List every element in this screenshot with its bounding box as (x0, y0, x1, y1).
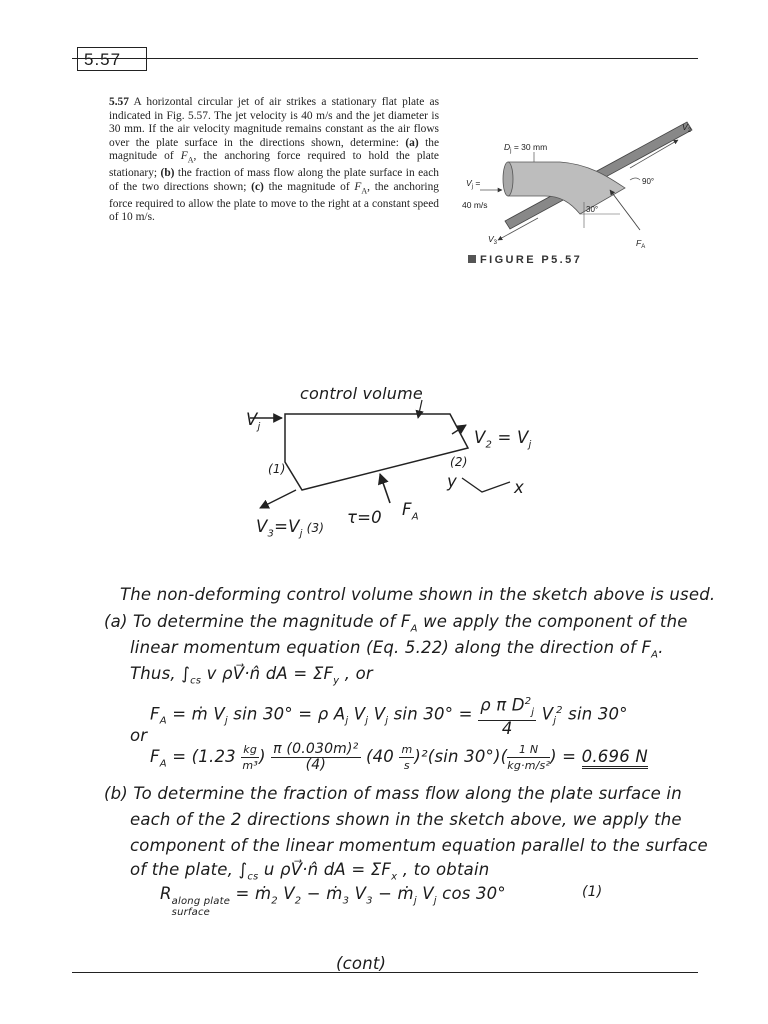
eq1-tail: V (536, 704, 554, 724)
equation-2 (150, 742, 648, 773)
problem-number: 5.57 (84, 50, 122, 69)
eq1-lhs: F (150, 704, 160, 724)
eq2-rho-end: ) (259, 747, 266, 766)
solution-line-4 (130, 664, 373, 686)
sol-l4-tail: , or (339, 664, 373, 683)
sketch-vj-sub: j (257, 421, 261, 433)
sol-l4: Thus, ∫ (130, 664, 191, 683)
sketch-v2-rhs-sub: j (528, 439, 532, 451)
eq1-mid5: sin 30° = (388, 704, 473, 724)
eq3-rhs-b: V (277, 884, 295, 903)
sol-l3: linear momentum equation (Eq. 5.22) along the direction of F (130, 638, 652, 657)
sketch-vj-v: V (246, 410, 258, 429)
sol-l4-end: v ρV⃗·n̂ dA = ΣF (201, 664, 334, 683)
eq2-v: (40 (360, 747, 400, 766)
solution-line-1: The non-deforming control volume shown in the sketch above is used. (120, 585, 716, 604)
eq1-lhs-sub: A (159, 715, 167, 727)
sketch-y-axis: y (447, 472, 457, 491)
eq3-rhs-e: 3 (342, 895, 350, 907)
sol-l2: (a) To determine the magnitude of F (104, 612, 411, 631)
sol-l3-end: . (658, 638, 664, 657)
eq3-rhs-k: j (433, 895, 437, 907)
figure-vj-value: 40 m/s (462, 200, 488, 210)
eq1-mid4-sub: j (385, 715, 389, 727)
sketch-v2-sub: 2 (485, 439, 493, 451)
eq3-rhs-g: 3 (366, 895, 373, 907)
statement-text-b: the fraction of mass flow along the plate surface in each of the two directions shown; (109, 167, 439, 193)
figure-angle-90: 90° (642, 177, 655, 186)
solution-line-9 (130, 860, 489, 882)
figure-vj-label: $V_j$ = (466, 178, 481, 190)
eq3-rhs-h: − ṁ (372, 884, 414, 903)
sketch-section-2: (2) (450, 455, 468, 469)
statement-text: A horizontal circular jet of air strikes a stationary flat plate as indicated in Fig. 5.57. The jet velocity is 40 m/s and the jet diameter is 30 mm. If the air velocity magnitude remains constant as the air flows over the plate surface in the directions shown, determine: (109, 96, 439, 149)
equation-1 (150, 694, 628, 736)
sketch-v2 (474, 428, 531, 450)
eq2-rho-den: m³ (242, 759, 258, 772)
eq3-rhs-j: V (416, 884, 434, 903)
eq2-d-den: (4) (305, 757, 327, 773)
sol-l9-tail: , to obtain (397, 860, 490, 879)
sketch-v2-rhs: = V (492, 428, 529, 447)
eq3-lhs: R (160, 884, 172, 903)
sol-l3-sub: A (651, 649, 659, 661)
solution-line-8: component of the linear momentum equation parallel to the surface (130, 836, 708, 855)
eq2-v-end: )²(sin 30°)( (414, 747, 508, 766)
sol-l4-sub: cs (190, 675, 202, 687)
control-volume-outline (285, 414, 468, 490)
statement-part-a: (a) (405, 136, 419, 149)
sol-l9-end: u ρV⃗·n̂ dA = ΣF (258, 860, 392, 879)
continued-note: (cont) (336, 954, 387, 973)
eq1-mid4: V (368, 704, 386, 724)
sketch-fa-f: F (402, 500, 412, 519)
statement-fa-2: F (354, 180, 362, 193)
figure-v2-label: $V_2$ (682, 122, 692, 134)
footer-rule (72, 972, 698, 973)
eq1-num-text: ρ π D (480, 695, 525, 715)
eq2-v-den: s (403, 759, 410, 772)
statement-text-c: the magnitude of (263, 180, 355, 193)
statement-text-c2: , the anchoring force required to allow the plate to move to the right at a constant speed of 10 m/s. (109, 180, 439, 224)
eq3-rhs-l: cos 30° (436, 884, 506, 903)
caption-square-icon (468, 255, 476, 263)
sketch-v2-v: V (474, 428, 486, 447)
sketch-cv-label: control volume (300, 384, 423, 403)
statement-number: 5.57 (109, 96, 129, 108)
eq3-lhs-sub-block (172, 896, 230, 918)
eq2-v-num: m (401, 743, 413, 756)
eq2-result: 0.696 N (582, 747, 648, 769)
eq2-lhs: F (150, 747, 160, 766)
figure-v3-label: $V_3$ (488, 234, 498, 246)
eq2-end: ) (550, 747, 557, 766)
eq1-den: 4 (501, 718, 513, 738)
sketch-v3-sub: 3 (267, 528, 275, 540)
sol-l2-end: we apply the component of the (417, 612, 688, 631)
eq2-rho: = (1.23 (166, 747, 242, 766)
eq3-rhs: = ṁ (235, 884, 272, 903)
figure-dj-label: $D_j = 30$ mm (504, 142, 548, 154)
eq2-n-num: 1 N (507, 742, 550, 758)
sol-l9-sub2: x (391, 871, 398, 883)
sketch-tau: τ=0 (347, 508, 382, 527)
eq3-rhs-i: j (413, 895, 417, 907)
eq2-v-frac (399, 742, 414, 773)
sketch-v3 (256, 517, 324, 539)
eq1-mid2: sin 30° = ρ A (227, 704, 346, 724)
eq1-mid-sub: j (224, 715, 228, 727)
eq3-rhs-d: − ṁ (301, 884, 343, 903)
statement-fa: F (180, 150, 188, 163)
statement-text-a2: , the anchoring force required to hold the plate stationary; (109, 150, 439, 180)
solution-line-3 (130, 638, 664, 660)
header-rule (72, 58, 698, 59)
eq2-equals: = (562, 747, 577, 766)
xy-axes (462, 478, 510, 492)
eq2-rho-frac (241, 742, 259, 773)
sketch-fa (402, 500, 419, 522)
equation-3 (160, 884, 506, 918)
eq1-tail2: sin 30° (562, 704, 628, 724)
sketch-v3-rhs: =V (274, 517, 300, 536)
solution-or: or (130, 726, 148, 745)
eq1-mid3: V (348, 704, 366, 724)
caption-text: FIGURE P5.57 (480, 254, 583, 266)
eq1-tail-sub: j (553, 715, 557, 727)
sketch-x-axis: x (514, 478, 524, 497)
eq2-rho-num: kg (243, 743, 258, 756)
sol-l9: of the plate, ∫ (130, 860, 248, 879)
problem-statement (109, 96, 439, 225)
sketch-v3-v: V (256, 517, 268, 536)
sketch-section-1: (1) (268, 462, 286, 476)
statement-fa-sub-2: A (361, 186, 368, 196)
problem-number-box (77, 47, 147, 71)
eq2-n-den: kg·m/s² (507, 759, 551, 772)
eq1-mid3-sub: j (365, 715, 369, 727)
eq2-d-num: π (0.030m)² (273, 741, 359, 757)
eq2-n-frac (507, 742, 550, 773)
solution-line-2 (104, 612, 688, 634)
figure-caption (468, 254, 582, 266)
eq1-num-sup: 2 (524, 696, 532, 707)
sketch-section-3: (3) (306, 521, 325, 535)
solution-line-6: (b) To determine the fraction of mass flow along the plate surface in (104, 784, 682, 803)
statement-part-b: (b) (160, 167, 175, 180)
eq1-tail-sup: 2 (556, 704, 563, 716)
sketch-fa-sub: A (411, 511, 419, 523)
sol-l9-sub: cs (247, 871, 259, 883)
eq2-d-frac (271, 742, 360, 773)
statement-part-c: (c) (251, 180, 264, 193)
eq3-lhs-sub2: surface (171, 907, 211, 918)
sketch-vj (246, 410, 260, 432)
equation-3-number: (1) (582, 884, 603, 900)
eq3-lhs-sub: along plate (171, 896, 231, 907)
eq2-lhs-sub: A (159, 758, 167, 770)
eq1-mid: = ṁ V (166, 704, 225, 724)
eq3-rhs-c: 2 (294, 895, 302, 907)
eq3-rhs-a: 2 (271, 895, 278, 907)
eq1-fraction (478, 694, 536, 736)
eq1-num (478, 694, 536, 721)
eq3-rhs-f: V (349, 884, 367, 903)
sketch-v3-rhs-sub: j (299, 528, 303, 540)
eq1-mid2-sub: j (345, 715, 349, 727)
sol-l4-sub2: y (333, 675, 340, 687)
solution-line-7: each of the 2 directions shown in the sketch above, we apply the (130, 810, 682, 829)
statement-text-a: the magnitude of (109, 136, 440, 163)
figure-angle-30: 30° (586, 205, 599, 214)
eq1-num-sub: j (531, 706, 535, 718)
figure-fa-label: $F_A$ (636, 238, 646, 250)
sol-l2-sub: A (410, 623, 418, 635)
statement-fa-sub: A (187, 155, 194, 165)
